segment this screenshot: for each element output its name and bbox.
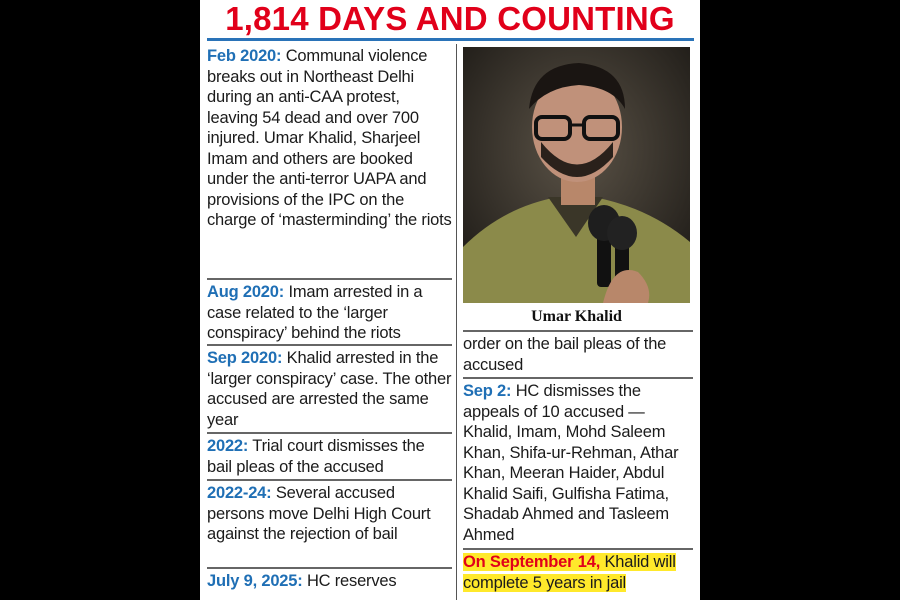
entry-date: Sep 2020: <box>207 349 283 367</box>
entry-date: July 9, 2025: <box>207 572 303 590</box>
timeline-left-column <box>207 44 452 600</box>
timeline-entry-july-2025 <box>207 571 452 592</box>
highlight-text: Khalid will complete 5 years in jail <box>463 553 676 592</box>
timeline-entry-sep-2020 <box>207 348 452 430</box>
entry-date: Aug 2020: <box>207 283 285 301</box>
entry-text: HC reserves <box>306 572 397 590</box>
timeline-entry-continued <box>463 334 693 375</box>
entry-text: Several accused persons move Delhi High Court against the rejection of bail <box>207 484 431 543</box>
divider <box>463 377 693 379</box>
entry-text: Trial court dismisses the bail pleas of the accused <box>207 437 425 476</box>
right-column <box>463 44 693 600</box>
highlight-callout <box>463 552 690 596</box>
divider <box>207 432 452 434</box>
divider <box>207 479 452 481</box>
timeline-entry-2022 <box>207 436 452 477</box>
timeline-entry-2022-24 <box>207 483 452 545</box>
entry-text: Communal violence breaks out in Northeast Delhi during an anti-CAA protest, leaving 54 dead and over 700 injured. Umar Khalid, Sharjeel Imam and others are booked under the anti-terror UAPA and provisions of the IPC on the charge of ‘masterminding’ the riots <box>207 47 452 229</box>
divider <box>207 567 452 569</box>
entry-date: Feb 2020: <box>207 47 282 65</box>
column-divider <box>456 44 457 600</box>
news-graphic <box>200 0 700 600</box>
entry-text: Imam arrested in a case related to the ‘larger conspiracy’ behind the riots <box>207 283 423 342</box>
divider <box>463 330 693 332</box>
divider <box>207 344 452 346</box>
timeline-entry-feb-2020 <box>207 46 452 231</box>
entry-date: 2022-24: <box>207 484 272 502</box>
portrait-photo <box>463 47 690 303</box>
entry-date: Sep 2: <box>463 382 512 400</box>
timeline-entry-aug-2020 <box>207 282 452 344</box>
divider <box>207 278 452 280</box>
entry-date: 2022: <box>207 437 249 455</box>
divider <box>463 548 693 550</box>
headline-rule <box>207 38 694 41</box>
entry-text: order on the bail pleas of the accused <box>463 335 667 374</box>
entry-text: HC dismisses the appeals of 10 accused — Khalid, Imam, Mohd Saleem Khan, Shifa-ur-Rehman, Athar Khan, Meeran Haider, Abdul Khalid Saifi, Gulfisha Fatima, Shadab Ahmed and Tasleem Ahmed <box>463 382 679 544</box>
entry-text: Khalid arrested in the ‘larger conspiracy’ case. The other accused are arrested the same year <box>207 349 452 429</box>
headline: 1,814 DAYS AND COUNTING <box>225 0 675 37</box>
portrait-illustration <box>463 47 690 303</box>
highlight-lead: On September 14, <box>463 553 601 571</box>
photo-caption: Umar Khalid <box>531 308 622 325</box>
timeline-entry-sep-2 <box>463 381 693 545</box>
